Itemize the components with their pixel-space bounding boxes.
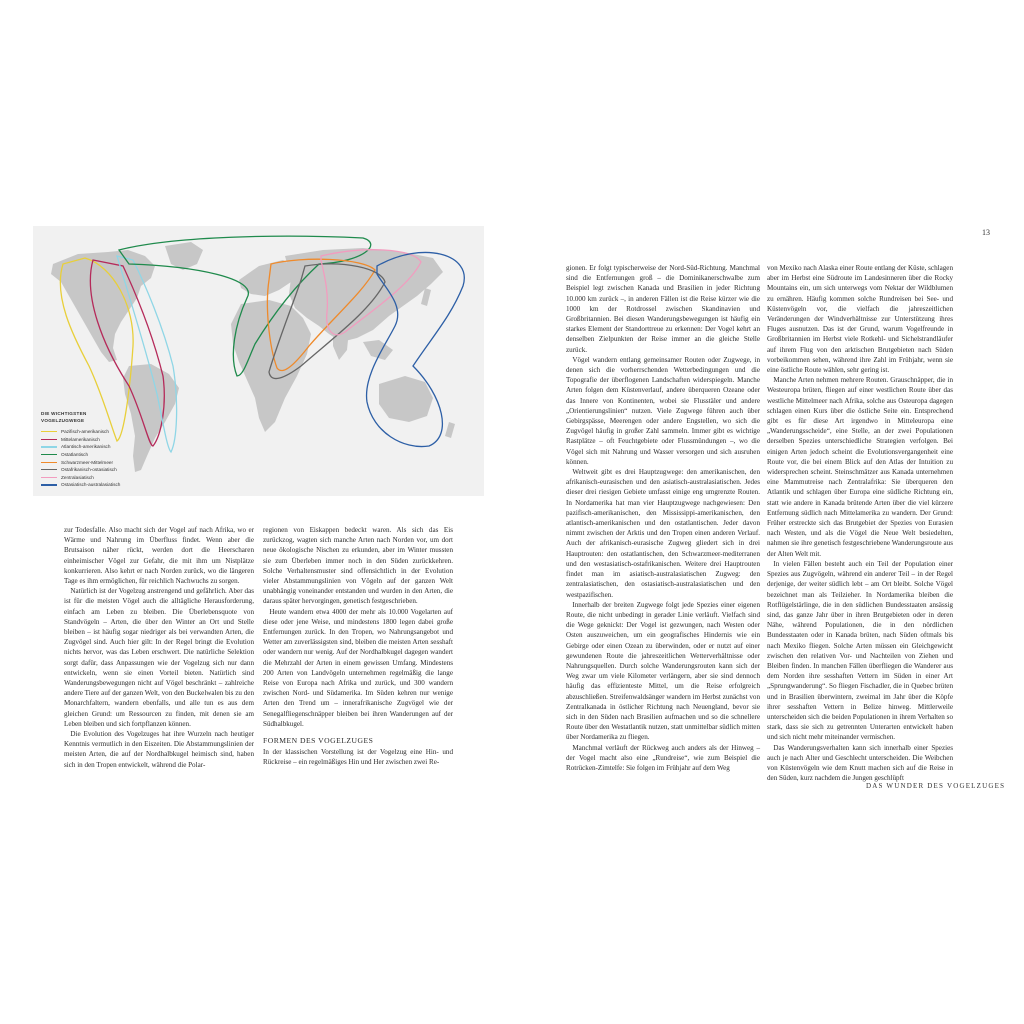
legend-swatch xyxy=(41,469,57,470)
paragraph: zur Todesfalle. Also macht sich der Vogel auf nach Afrika, wo er Wärme und Nahrung im Überfluss findet. Wenn aber die Brutsaison näher rückt, werden dort die Heerscharen einheimischer Vögel zur Gefahr, die mit ihm um Nistplätze konkurrieren. Also kehrt er nach Norden zurück, wo die längeren Tage es ihm ermöglichen, für reichlich Nachwuchs zu sorgen. xyxy=(64,526,254,586)
paragraph: Vögel wandern entlang gemeinsamer Routen oder Zugwege, in denen sich die vorherrschenden Wetterbedingungen und die Topografie der überflogenen Landschaften widerspiegeln. Manche Arten folgen dem Küstenverlauf, andere überqueren Ozeane oder das Innere von Kontinenten, wobei sie Flusstäler und andere „Orientierungslinien“ nutzen. Viele Zugwege führen auch über Gebirgspässe, Meerengen oder andere Engstellen, wo sich die Zugvögel häufig in großer Zahl sammeln. Immer gibt es wichtige Rastplätze – oft Feuchtgebiete oder Flussmündungen –, wo die Vögel sich mit Nahrung und Wasser versorgen und sich ausruhen können. xyxy=(566,355,760,466)
legend-label: Atlantisch-amerikanisch xyxy=(61,444,111,450)
paragraph: von Mexiko nach Alaska einer Route entlang der Küste, schlagen aber im Herbst eine Südroute im Landesinneren über die Rocky Mountains ein, um sich unterwegs vom Nektar der Wildblumen zu ernähren. Häufig kommen solche Rundreisen bei See- und Küstenvögeln vor, die vielfach die jahreszeitlichen Veränderungen der Windverhältnisse zur Unterstützung ihres Fluges ausnutzen. Das ist der Grund, warum Vogelfreunde in Großbritannien im Herbst viele Rotkehl- und Sichelstrandläufer auf ihrem Flug von den arktischen Brutgebieten nach Süden vorbeikommen sehen, während ihre Zahl im Frühjahr, wenn sie eine östliche Route wählen, sehr gering ist. xyxy=(767,264,953,375)
paragraph: Weltweit gibt es drei Hauptzugwege: den amerikanischen, den afrikanisch-eurasischen und den asiatisch-australasiatischen. Jedes dieser drei riesigen Gebiete umfasst einige eng umgrenzte Routen. In Nordamerika hat man vier Hauptzugwege nachgewiesen: Den pazifisch-amerikanischen, den Mississippi-amerikanischen, den atlantisch-amerikanischen und den ostatlantischen. Jeder davon nimmt zwischen der Arktis und den Tropen einen anderen Verlauf. Auch der afrikanisch-eurasische Zugweg gliedert sich in drei Hauptrouten: den ostatlantischen, den Schwarzmeer-mediterranen und den westasiatisch-ostafrikanischen. Weitere drei Hauptrouten findet man im asiatisch-australasiatischen Zugweg: den zentralasiatischen, den ostasiatisch-australasiatischen und den westpazifischen. xyxy=(566,468,760,599)
legend-item xyxy=(41,481,120,489)
south-america xyxy=(123,364,179,472)
legend-item xyxy=(41,466,120,474)
page-number: 13 xyxy=(982,228,990,237)
legend-label: Mittelamerikanisch xyxy=(61,436,100,442)
legend-title-line-1: DIE WICHTIGSTEN xyxy=(41,411,87,416)
flyway-map xyxy=(33,226,484,496)
legend-item xyxy=(41,451,120,459)
paragraph: Heute wandern etwa 4000 der mehr als 10.000 Vogelarten auf diese oder jene Weise, und mindestens 1800 legen dabei große Entfernungen zurück. In den Tropen, wo Nahrungsangebot und Wetter am zuverlässigsten sind, bleiben die meisten Arten sesshaft oder wandern nur wenig. Auf der Nordhalbkugel dagegen wandert die Mehrzahl der Arten in einem gewissen Umfang. Mindestens 200 Arten von Landvögeln unternehmen regelmäßig die lange Reise von Europa nach Afrika und zurück, und 300 wandern zwischen Nord- und Südamerika. Im Süden kehren nur wenige Arten den Trend um – innerafrikanische Zugvögel wie der Senegalfliegenschnäpper bleiben bei ihren Wanderungen auf der Südhalbkugel. xyxy=(263,607,453,728)
paragraph: In der klassischen Vorstellung ist der Vogelzug eine Hin- und Rückreise – ein regelmäßiges Hin und Her zwischen zwei Re- xyxy=(263,748,453,767)
legend-title-line-2: VOGELZUGWEGE xyxy=(41,418,85,423)
right-page-column-1 xyxy=(566,263,760,773)
paragraph: Natürlich ist der Vogelzug anstrengend und gefährlich. Aber das ist für die meisten Vögel auch die alltägliche Herausforderung, einfach am Leben zu bleiben. Die Überlebensquote von Standvögeln – Arten, die über den Winter an Ort und Stelle bleiben – ist häufig sogar niedriger als bei verwandten Arten, die Zugvögel sind. Auch hier gilt: In der Regel bringt die Evolution nichts hervor, was das Leben erschwert. Die natürliche Selektion sorgt dafür, dass Anpassungen wie der Vogelzug sich nur dann entwickeln, wenn sie einen Vorteil bieten. Natürlich sind Wanderungsbewegungen nicht auf Vögel beschränkt – zahlreiche andere Tiere auf der ganzen Welt, von den Buckelwalen bis zu den Monarchfaltern, wandern ebenfalls, und alle tun es aus dem gleichen Grund: um Ressourcen zu finden, mit denen sie am Leben bleiben und sich fortpflanzen können. xyxy=(64,587,254,728)
legend-label: Pazifisch-amerikanisch xyxy=(61,429,109,435)
legend-item xyxy=(41,443,120,451)
legend-swatch xyxy=(41,446,57,447)
paragraph: Die Evolution des Vogelzuges hat ihre Wurzeln nach heutiger Kenntnis vermutlich in den Eiszeiten. Die Abstammungslinien der meisten Arten, die auf der Nordhalbkugel heimisch sind, haben sich in den Tropen entwickelt, während die Polar- xyxy=(64,730,254,769)
legend-swatch xyxy=(41,477,57,478)
new-zealand xyxy=(445,422,455,438)
legend-swatch xyxy=(41,484,57,485)
legend-item xyxy=(41,428,120,436)
north-america xyxy=(51,250,155,362)
right-page-column-2 xyxy=(767,263,953,783)
legend-label: Ostatlantisch xyxy=(61,452,89,458)
legend-title xyxy=(41,410,120,424)
paragraph: Manche Arten nehmen mehrere Routen. Grauschnäpper, die in Westeuropa brüten, fliegen auf einer westlichen Route über das westliche Mittelmeer nach Afrika, solche aus Osteuropa dagegen schlagen einen Kurs über die östliche Seite ein. Entsprechend gibt es für diese Art irgendwo in Mitteleuropa eine „Wanderungsscheide“, eine Stelle, an der zwei Populationen derselben Spezies unterschiedliche Strategien verfolgen. Bei einigen Arten jedoch scheint die Evolutionsvergangenheit eine Route vor, die bei einem Blick auf den Atlas der Intuition zu widersprechen scheint. Steinschmätzer aus Kanada unternehmen eine Mammutreise nach Zentralafrika: Sie überqueren den Atlantik und schlagen über Europa eine südliche Richtung ein, statt wie andere in Kanada brütende Arten über die viel kürzere Entfernung südlich nach Mittelamerika zu wandern. Der Grund: Früher erstreckte sich das Brutgebiet der Spezies von Eurasien nach Westen, und als die Vögel die Neue Welt besiedelten, nahmen sie ihre genetisch festgeschriebene Wanderungsroute aus der Alten Welt mit. xyxy=(767,376,953,558)
section-heading: FORMEN DES VOGELZUGES xyxy=(263,736,374,746)
legend-swatch xyxy=(41,454,57,455)
legend-swatch xyxy=(41,431,57,432)
legend-label: Zentralasiatisch xyxy=(61,474,94,480)
legend-label: Ostasiatisch-australasiatisch xyxy=(61,482,121,488)
paragraph: regionen von Eiskappen bedeckt waren. Als sich das Eis zurückzog, wagten sich manche Arten nach Norden vor, um dort neue ökologische Nischen zu erkunden, aber im Winter mussten sie zum Überleben immer noch in den Süden zurückkehren. Solche Verhaltensmuster sind offensichtlich in der Evolution vieler Abstammungslinien von Vögeln auf der ganzen Welt unabhängig voneinander entstanden und wurden in den Arten, die daraus später hervorgingen, genetisch festgeschrieben. xyxy=(263,526,453,606)
legend-swatch xyxy=(41,439,57,440)
left-page-column-2 xyxy=(263,525,453,768)
paragraph: Innerhalb der breiten Zugwege folgt jede Spezies einer eigenen Route, die nicht unbedingt in gerader Linie verläuft. Vielfach sind die Wege geknickt: Der Vogel ist gezwungen, nach Westen oder Osten auszuweichen, um ein geografisches Hindernis wie ein Gebirge oder einen Ozean zu überwinden, oder er nutzt auf einer gewundenen Route die jahreszeitlichen Wetterverhältnisse oder Nahrungsquellen. Durch solche Wanderungsrouten kann sich der Weg zwar um viele Kilometer verlängern, aber sie sind dennoch häufig das effizienteste Mittel, um die Reise erfolgreich abzuschließen. Streifenwaldsänger wandern im Herbst zunächst von Zentralkanada in östlicher Richtung nach Neuengland, bevor sie sich in den Süden nach Brasilien aufmachen und so die schnellere Route über den Westatlantik nutzen, statt unmittelbar südlich mitten über Nordamerika zu fliegen. xyxy=(566,600,760,742)
paragraph: In vielen Fällen besteht auch ein Teil der Population einer Spezies aus Zugvögeln, während ein anderer Teil – in der Regel derjenige, der weiter südlich lebt – am Ort bleibt. Solche Vögel bezeichnet man als Teilzieher. In Nordamerika bleiben die Rotflügelstärlinge, die in den südlichen Bundesstaaten ansässig sind, das ganze Jahr über in ihren Brutgebieten oder in deren Nähe, während Populationen, die in den nördlichen Bundesstaaten oder in Kanada brüten, nach Süden oftmals bis nach Mexiko fliegen. Solche Arten müssen ein Gleichgewicht zwischen den relativen Vor- und Nachteilen von Ziehen und Bleiben finden. In manchen Fällen überfliegen die Wanderer aus dem Norden ihre sesshaften Vettern im Süden in einer Art „Sprungwanderung“. So fliegen Fischadler, die in Quebec brüten und in Brasilien überwintern, zweimal im Jahr über die Köpfe ihrer sesshaften Vettern in Belize hinweg. Mittlerweile unterscheiden sich die beiden Populationen in ihrem Verhalten so stark, dass sie sich zu getrennten Unterarten entwickelt haben und sich nicht mehr miteinander vermischen. xyxy=(767,559,953,742)
left-page-column-1 xyxy=(64,525,254,770)
legend-label: Schwarzmeer-Mittelmeer xyxy=(61,459,114,465)
paragraph: gionen. Er folgt typischerweise der Nord-Süd-Richtung. Manchmal sind die Entfernungen groß – die Dominikanerschwalbe zum Beispiel legt zwischen Kanada und Brasilien in jeder Richtung 10.000 km zurück –, in anderen Fällen ist die Reise kürzer wie die 1000 km der Rotdrossel zwischen Skandinavien und Großbritannien. Bei diesen Wanderungsbewegungen ist häufig ein starkes Element der Standorttreue zu erkennen: Der Vogel kehrt an denselben Zielpunkten der Reise immer an die gleiche Stelle zurück. xyxy=(566,264,760,354)
greenland xyxy=(165,242,203,270)
asia xyxy=(285,248,443,342)
paragraph: Manchmal verläuft der Rückweg auch anders als der Hinweg – der Vogel macht also eine „Rundreise“, wie zum Beispiel die Rotrücken-Zimtelfe: Sie folgen im Frühjahr auf dem Weg xyxy=(566,743,760,772)
legend-label: Ostafrikanisch-ostasiatisch xyxy=(61,467,117,473)
map-legend xyxy=(41,410,120,489)
legend-swatch xyxy=(41,462,57,463)
legend-item xyxy=(41,436,120,444)
running-head: DAS WUNDER DES VOGELZUGES xyxy=(866,782,1006,790)
legend-item xyxy=(41,458,120,466)
paragraph: Das Wanderungsverhalten kann sich innerhalb einer Spezies auch je nach Alter und Geschlecht unterscheiden. Die Weibchen von Küstenvögeln wie dem Knutt machen sich auf die Reise in den Süden, kurz nachdem die Jungen geschlüpft xyxy=(767,743,953,783)
australia xyxy=(379,376,433,422)
legend-items xyxy=(41,428,120,489)
legend-item xyxy=(41,474,120,482)
